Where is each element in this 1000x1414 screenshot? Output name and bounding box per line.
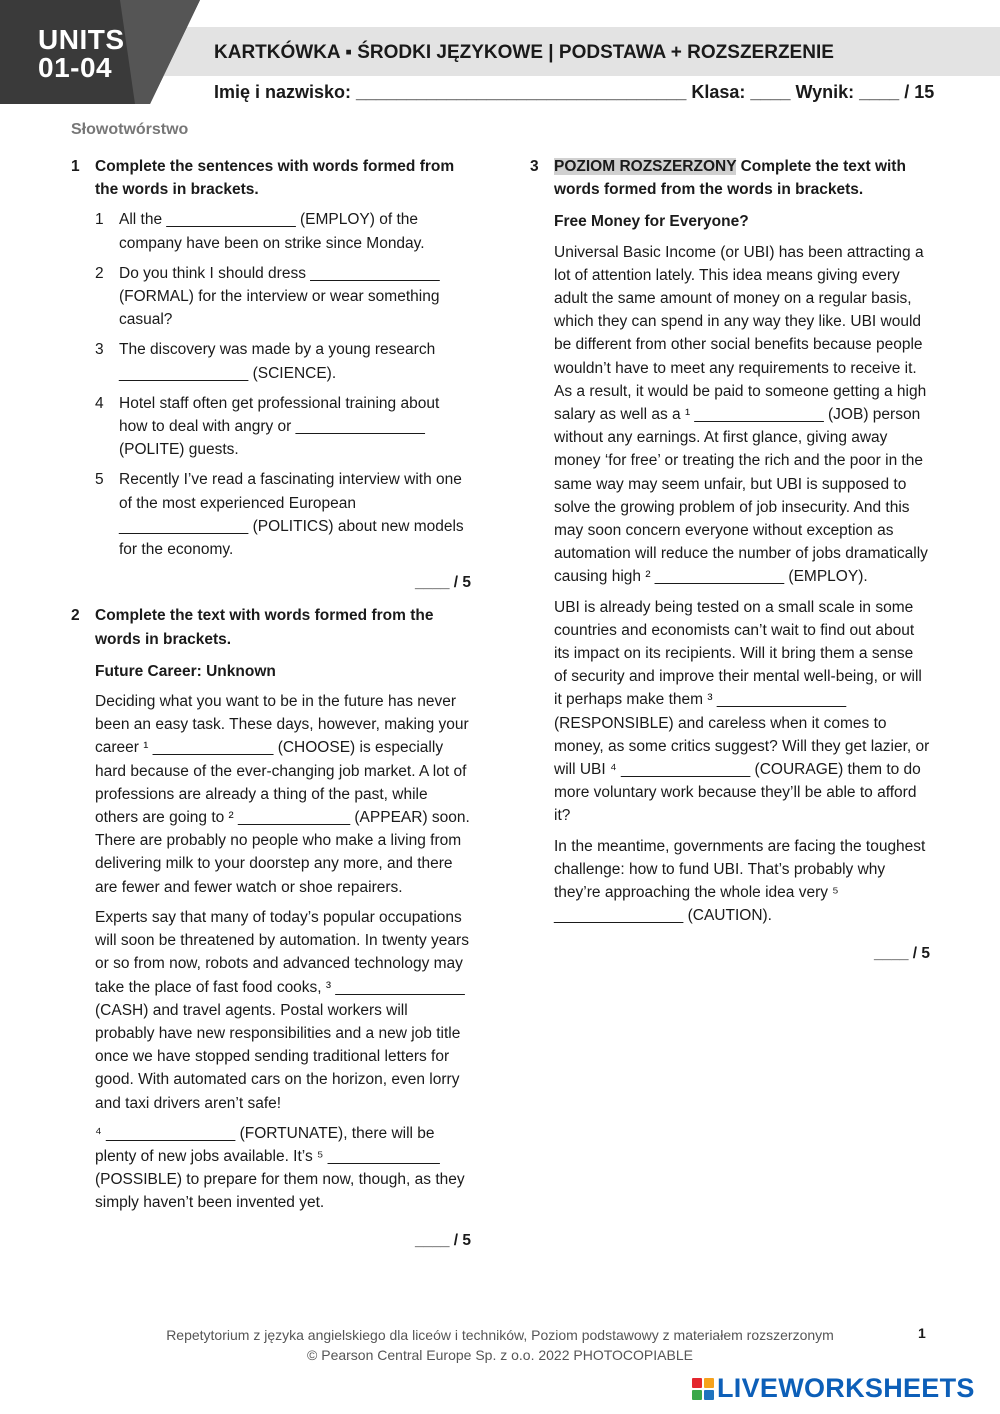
exercise-1-score: ____ / 5 — [414, 574, 471, 592]
section-title: Słowotwórstwo — [71, 121, 189, 138]
exercise-item[interactable]: 3 The discovery was made by a young research _______________ (SCIENCE). — [95, 338, 471, 384]
footer-line-2: © Pearson Central Europe Sp. z o.o. 2022 PHOTOCOPIABLE — [307, 1347, 693, 1363]
exercise-2-heading: 2 Complete the text with words formed from the words in brackets. — [71, 604, 471, 650]
exercise-1-instruction: Complete the sentences with words formed from the words in brackets. — [95, 158, 455, 199]
student-info-line[interactable]: Imię i nazwisko: _________________________________ Klasa: ____ Wynik: ____ / 15 — [214, 82, 935, 102]
exercise-3-instruction: Complete the text with words formed from the words in brackets. — [554, 158, 906, 199]
paragraph[interactable]: ⁴ _______________ (FORTUNATE), there will be plenty of new jobs available. It’s ⁵ _____________ (POSSIBLE) to prepare for them now, though, as they simply haven’t been invented yet. — [95, 1124, 465, 1212]
exercise-item[interactable]: 5 Recently I’ve read a fascinating interview with one of the most experienced European _______________ (POLITICS) about new models for the economy. — [95, 468, 471, 561]
left-column — [71, 155, 471, 1252]
item-text: The discovery was made by a young research _______________ (SCIENCE). — [119, 341, 436, 382]
exercise-item[interactable]: 2 Do you think I should dress _______________ (FORMAL) for the interview or wear something casual? — [95, 262, 471, 332]
item-text: Do you think I should dress _______________ (FORMAL) for the interview or wear something casual? — [119, 264, 440, 329]
item-text: Hotel staff often get professional training about how to deal with angry or _______________ (POLITE) guests. — [119, 394, 440, 459]
exercise-3-score: ____ / 5 — [873, 944, 930, 962]
footer-line-1: Repetytorium z języka angielskiego dla liceów i techników, Poziom podstawowy z materiałem rozszerzonym — [166, 1327, 834, 1343]
exercise-2-instruction: Complete the text with words formed from the words in brackets. — [95, 607, 434, 648]
level-tag: POZIOM ROZSZERZONY — [554, 158, 737, 175]
exercise-3-heading: 3 POZIOM ROZSZERZONY Complete the text with words formed from the words in brackets. — [530, 158, 906, 199]
exercise-1-heading: 1 Complete the sentences with words formed from the words in brackets. — [71, 155, 471, 201]
exercise-2-score: ____ / 5 — [414, 1231, 471, 1249]
paragraph[interactable]: Universal Basic Income (or UBI) has been attracting a lot of attention lately. This idea means giving every adult the same amount of money on a regular basis, which they can spend in any way they like. UBI would be different from other social benefits because people wouldn’t have to meet any requirements to receive it. As a result, it would be paid to someone getting a high salary as well as a ¹ _______________ (JOB) person without any earnings. At first glance, giving away money ‘for free’ or treating the rich and the poor in the same way may seem unfair, but UBI is supposed to solve the growing problem of job insecurity. And this may soon concern everyone without exception as automation will reduce the number of jobs dramatically causing high ² _______________ (EMPLOY). — [554, 243, 928, 586]
footer — [0, 1325, 1000, 1365]
right-column — [530, 155, 930, 965]
page-number: 1 — [918, 1325, 926, 1341]
paragraph[interactable]: In the meantime, governments are facing the toughest challenge: how to fund UBI. That’s probably why they’re approaching the whole idea very ⁵ _______________ (CAUTION). — [554, 837, 926, 925]
paragraph[interactable]: Deciding what you want to be in the future has never been an easy task. These days, however, making your career ¹ ______________ (CHOOSE) is especially hard because of the ever-changing job market. A lot of professions are already a thing of the past, while others are going to ² _____________ (APPEAR) soon. There are probably no people who make a living from delivering milk to your doorstep any more, and there are fewer and fewer watch or shoe repairers. — [95, 693, 470, 896]
exercise-2-subtitle: Future Career: Unknown — [95, 662, 276, 680]
paragraph[interactable]: Experts say that many of today’s popular occupations will soon be threatened by automation. In twenty years or so from now, robots and advanced technology may take the place of fast food cooks, ³ _______________ (CASH) and travel agents. Postal workers will probably have new responsibilities and a new job title once we have stopped sending traditional letters for good. With automated cars on the horizon, even lorry and taxi drivers aren’t safe! — [95, 908, 469, 1112]
units-range: 01-04 — [38, 52, 113, 83]
units-label: UNITS 01-04 — [38, 24, 125, 83]
page-title: KARTKÓWKA ▪ ŚRODKI JĘZYKOWE | PODSTAWA + ROZSZERZENIE — [214, 42, 834, 63]
item-text: All the _______________ (EMPLOY) of the company have been on strike since Monday. — [119, 211, 425, 252]
item-text: Recently I’ve read a fascinating interview with one of the most experienced European _______________ (POLITICS) about new models for the economy. — [119, 471, 464, 559]
brand-name: LIVEWORKSHEETS — [717, 1373, 975, 1403]
exercise-3-text — [554, 210, 930, 927]
exercise-2-text — [95, 660, 471, 1215]
liveworksheets-logo[interactable] — [692, 1373, 975, 1404]
exercise-1-items — [95, 208, 471, 561]
exercise-item[interactable]: 1 All the _______________ (EMPLOY) of the company have been on strike since Monday. — [95, 208, 471, 254]
paragraph[interactable]: UBI is already being tested on a small scale in some countries and economists can’t wait to find out about its impact on its recipients. Will it bring them a sense of security and improve their mental well-being, or will it perhaps make them ³ _______________ (RESPONSIBLE) and careless when it comes to money, as some critics suggest? Will they get lazier, or will UBI ⁴ _______________ (COURAGE) them to do more voluntary work because they’ll be able to afford it? — [554, 598, 930, 825]
exercise-3-subtitle: Free Money for Everyone? — [554, 213, 749, 231]
exercise-item[interactable]: 4 Hotel staff often get professional training about how to deal with angry or _______________ (POLITE) guests. — [95, 392, 471, 462]
liveworksheets-icon — [692, 1378, 714, 1400]
